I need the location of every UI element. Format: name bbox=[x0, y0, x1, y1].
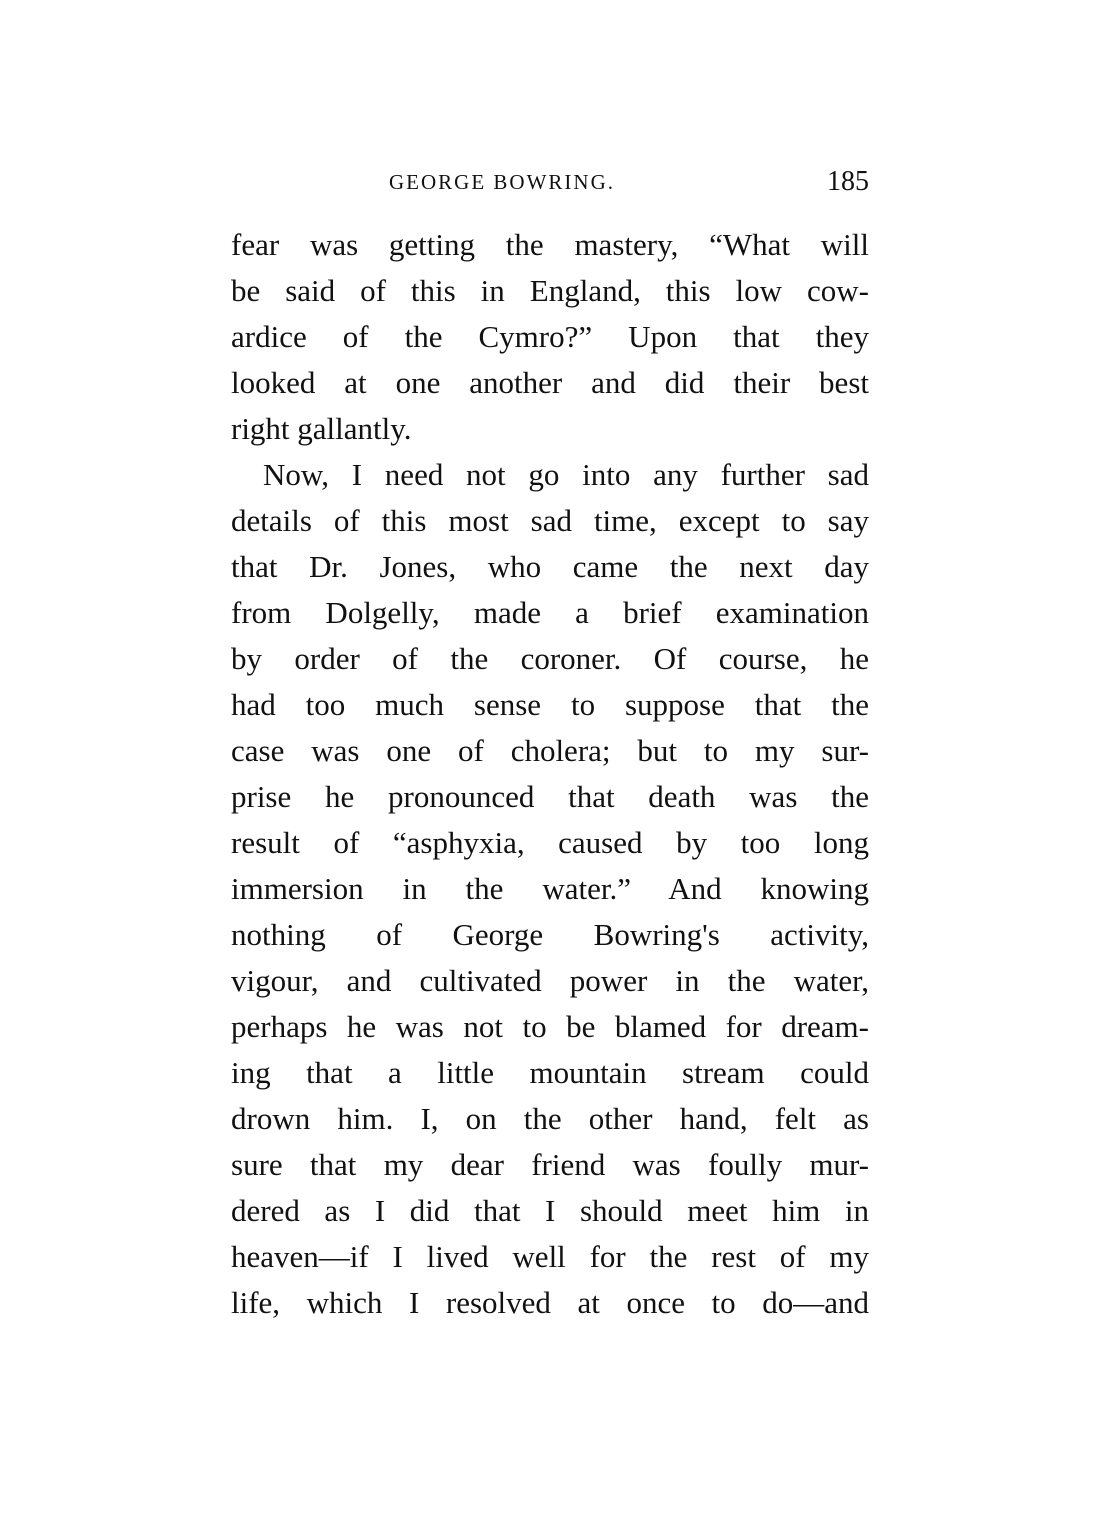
text-line: dered as I did that I should meet him in bbox=[231, 1193, 869, 1228]
text-line: from Dolgelly, made a brief examination bbox=[231, 595, 869, 630]
text-line: prise he pronounced that death was the bbox=[231, 779, 869, 814]
text-line: sure that my dear friend was foully mur- bbox=[231, 1147, 869, 1182]
text-line: fear was getting the mastery, “What will bbox=[231, 227, 869, 262]
text-line: right gallantly. bbox=[231, 411, 412, 446]
running-title: GEORGE BOWRING. bbox=[389, 170, 615, 194]
page-number: 185 bbox=[827, 166, 869, 197]
text-line: that Dr. Jones, who came the next day bbox=[231, 549, 869, 584]
text-line: case was one of cholera; but to my sur- bbox=[231, 733, 869, 768]
text-line: details of this most sad time, except to say bbox=[231, 503, 869, 538]
text-line: had too much sense to suppose that the bbox=[231, 687, 869, 722]
text-line: nothing of George Bowring's activity, bbox=[231, 917, 869, 952]
text-line: heaven—if I lived well for the rest of my bbox=[231, 1239, 869, 1274]
text-line: ardice of the Cymro?” Upon that they bbox=[231, 319, 869, 354]
text-line: be said of this in England, this low cow- bbox=[231, 273, 869, 308]
text-line: vigour, and cultivated power in the water, bbox=[231, 963, 869, 998]
text-line: ing that a little mountain stream could bbox=[231, 1055, 869, 1090]
text-line: looked at one another and did their best bbox=[231, 365, 869, 400]
paragraph-1 bbox=[231, 222, 869, 452]
text-line: Now, I need not go into any further sad bbox=[263, 457, 869, 492]
text-line: perhaps he was not to be blamed for dream- bbox=[231, 1009, 869, 1044]
body-text bbox=[231, 222, 869, 1326]
text-line: result of “asphyxia, caused by too long bbox=[231, 825, 869, 860]
text-line: immersion in the water.” And knowing bbox=[231, 871, 869, 906]
running-head bbox=[231, 166, 869, 206]
text-line: drown him. I, on the other hand, felt as bbox=[231, 1101, 869, 1136]
text-line: by order of the coroner. Of course, he bbox=[231, 641, 869, 676]
text-line: life, which I resolved at once to do—and bbox=[231, 1285, 869, 1320]
paragraph-2 bbox=[231, 452, 869, 1326]
